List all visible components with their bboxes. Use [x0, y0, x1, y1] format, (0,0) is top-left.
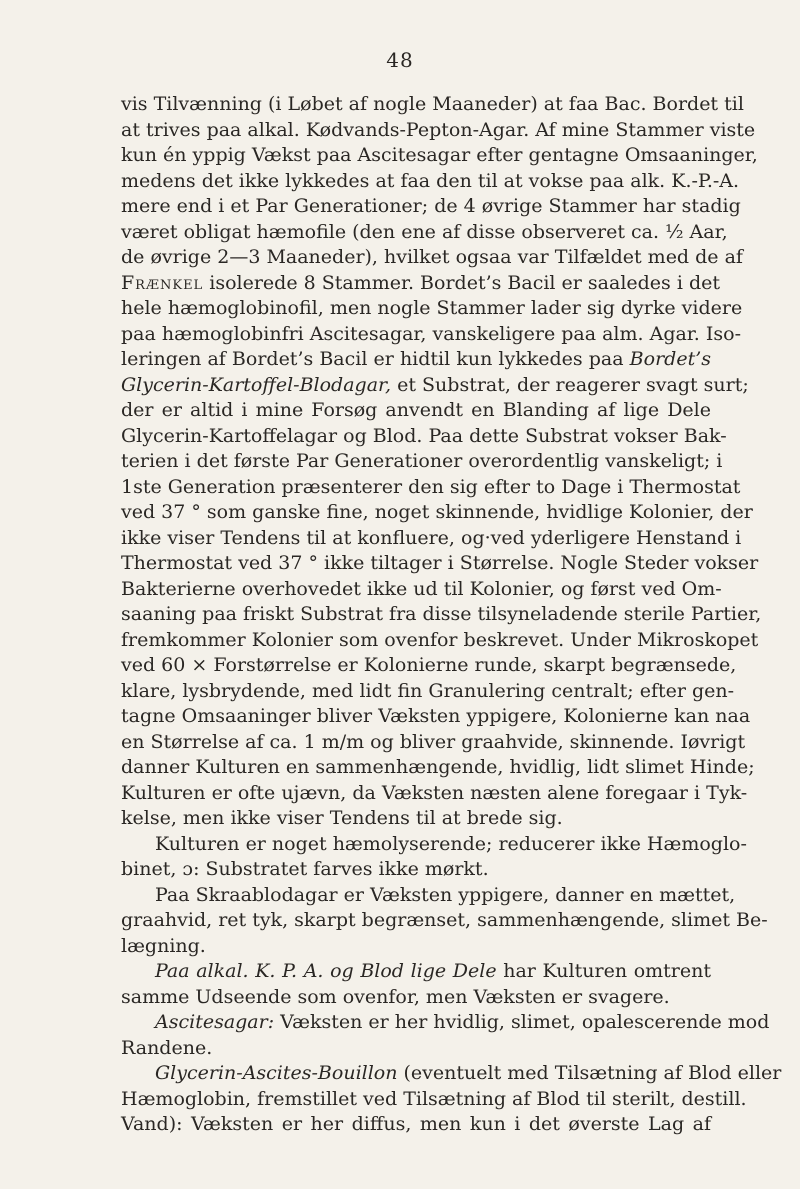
text-line — [121, 1036, 711, 1062]
text-line — [121, 424, 727, 450]
text-segment: der er altid i mine Forsøg anvendt en Blanding af lige Dele — [121, 399, 711, 421]
text-segment: saaning paa friskt Substrat fra disse tilsyneladende sterile Partier, — [121, 603, 762, 625]
text-line — [121, 857, 711, 883]
text-line — [121, 755, 755, 781]
text-line — [121, 169, 740, 195]
text-segment: Paa Skraablodagar er Væksten yppigere, danner en mættet, — [155, 883, 736, 906]
text-line — [121, 959, 711, 985]
text-line — [121, 475, 741, 501]
text-line — [121, 832, 747, 858]
text-segment: et Substrat, der reagerer svagt surt; — [391, 373, 749, 396]
text-line — [121, 577, 722, 603]
text-segment: ikke viser Tendens til at konfluere, og·ved yderligere Henstand i — [121, 526, 742, 549]
text-line — [121, 908, 768, 934]
text-line — [121, 1112, 711, 1138]
italic-text: Bordet’s — [629, 348, 711, 370]
text-line — [121, 1087, 747, 1113]
text-line — [121, 551, 759, 577]
text-segment: kun én yppig Vækst paa Ascitesagar efter gentagne Omsaaninger, — [121, 144, 758, 166]
text-segment: Kulturen er ofte ujævn, da Væksten næsten alene foregaar i Tyk- — [121, 781, 748, 804]
text-segment: mere end i et Par Generationer; de 4 øvrige Stammer har stadig — [121, 195, 741, 217]
text-line — [121, 118, 756, 144]
text-segment: Kulturen er noget hæmolyserende; reducerer ikke Hæmoglo- — [155, 832, 747, 855]
text-line — [121, 500, 753, 526]
text-line — [121, 373, 749, 399]
text-line — [121, 806, 711, 832]
text-segment: har Kulturen omtrent — [496, 960, 711, 982]
text-line — [121, 526, 742, 552]
text-line — [121, 271, 720, 297]
text-segment: (eventuelt med Tilsætning af Blod eller — [397, 1062, 782, 1084]
italic-text: Ascitesagar: — [155, 1011, 275, 1033]
text-segment: terien i det første Par Generationer overordentlig vanskeligt; i — [121, 450, 723, 472]
text-line — [121, 781, 748, 807]
text-segment: binet, ɔ: Substratet farves ikke mørkt. — [121, 858, 489, 880]
text-segment: Væksten er her hvidlig, slimet, opalescerende mod — [274, 1011, 770, 1033]
text-line — [121, 296, 743, 322]
text-segment: Glycerin-Kartoffelagar og Blod. Paa dette Substrat vokser Bak- — [121, 424, 727, 447]
small-caps-name: Frænkel — [121, 271, 204, 294]
text-segment: vis Tilvænning (i Løbet af nogle Maaneder) at faa Bac. Bordet til — [121, 93, 744, 115]
text-segment: Hæmoglobin, fremstillet ved Tilsætning af Blod til sterilt, destill. — [121, 1087, 747, 1110]
text-segment: danner Kulturen en sammenhængende, hvidlig, lidt slimet Hinde; — [121, 756, 755, 778]
text-line — [121, 883, 736, 909]
text-line — [121, 245, 743, 271]
text-segment: at trives paa alkal. Kødvands-Pepton-Agar. Af mine Stammer viste — [121, 118, 756, 141]
italic-text: Glycerin-Ascites-Bouillon — [155, 1062, 398, 1084]
text-segment: ved 37 ° som ganske fine, noget skinnende, hvidlige Kolonier, der — [121, 501, 753, 523]
text-segment: tagne Omsaaninger bliver Væksten yppigere, Kolonierne kan naa — [121, 705, 751, 727]
text-segment: hele hæmoglobinofil, men nogle Stammer lader sig dyrke videre — [121, 297, 743, 319]
text-line — [121, 602, 762, 628]
text-segment: klare, lysbrydende, med lidt fin Granulering centralt; efter gen- — [121, 679, 735, 702]
text-segment: Thermostat ved 37 ° ikke tiltager i Størrelse. Nogle Steder vokser — [121, 552, 759, 574]
text-segment: Bakterierne overhovedet ikke ud til Kolonier, og først ved Om- — [121, 577, 722, 600]
text-segment: fremkommer Kolonier som ovenfor beskrevet. Under Mikroskopet — [121, 628, 759, 651]
text-line — [121, 1061, 782, 1087]
text-line — [121, 1010, 770, 1036]
italic-text: Glycerin-Kartoffel-Blodagar, — [121, 373, 392, 396]
text-line — [121, 92, 744, 118]
text-line — [121, 653, 737, 679]
text-line — [121, 985, 711, 1011]
text-segment: medens det ikke lykkedes at faa den til at vokse paa alk. K.-P.-A. — [121, 169, 740, 192]
text-line — [121, 220, 728, 246]
body-text — [121, 92, 782, 1138]
text-line — [121, 679, 735, 705]
text-line — [121, 398, 711, 424]
text-segment: en Størrelse af ca. 1 m/m og bliver graahvide, skinnende. Iøvrigt — [121, 730, 746, 753]
text-line — [121, 449, 723, 475]
text-line — [121, 143, 758, 169]
text-line — [121, 628, 759, 654]
text-line — [121, 347, 711, 373]
text-segment: ved 60 × Forstørrelse er Kolonierne runde, skarpt begrænsede, — [121, 654, 737, 676]
italic-text: Paa alkal. K. P. A. og Blod lige Dele — [155, 960, 497, 982]
text-segment: samme Udseende som ovenfor, men Væksten er svagere. — [121, 985, 670, 1008]
text-line — [121, 730, 746, 756]
text-segment: de øvrige 2—3 Maaneder), hvilket ogsaa var Tilfældet med de af — [121, 246, 743, 268]
text-segment: Randene. — [121, 1036, 213, 1059]
text-segment: kelse, men ikke viser Tendens til at brede sig. — [121, 807, 563, 829]
text-segment: paa hæmoglobinfri Ascitesagar, vanskeligere paa alm. Agar. Iso- — [121, 322, 741, 345]
text-segment: 1ste Generation præsenterer den sig efter to Dage i Thermostat — [121, 475, 741, 498]
text-segment: været obligat hæmofile (den ene af disse observeret ca. ½ Aar, — [121, 220, 728, 243]
text-line — [121, 194, 741, 220]
text-segment: leringen af Bordet’s Bacil er hidtil kun lykkedes paa — [121, 348, 630, 370]
text-segment: graahvid, ret tyk, skarpt begrænset, sammenhængende, slimet Be- — [121, 909, 768, 931]
page-number: 48 — [386, 48, 414, 72]
text-line — [121, 322, 741, 348]
text-line — [121, 934, 711, 960]
text-segment: Vand): Væksten er her diffus, men kun i det øverste Lag af — [121, 1113, 711, 1135]
text-segment: lægning. — [121, 934, 206, 957]
text-segment: isolerede 8 Stammer. Bordet’s Bacil er saaledes i det — [203, 271, 720, 294]
text-line — [121, 704, 751, 730]
